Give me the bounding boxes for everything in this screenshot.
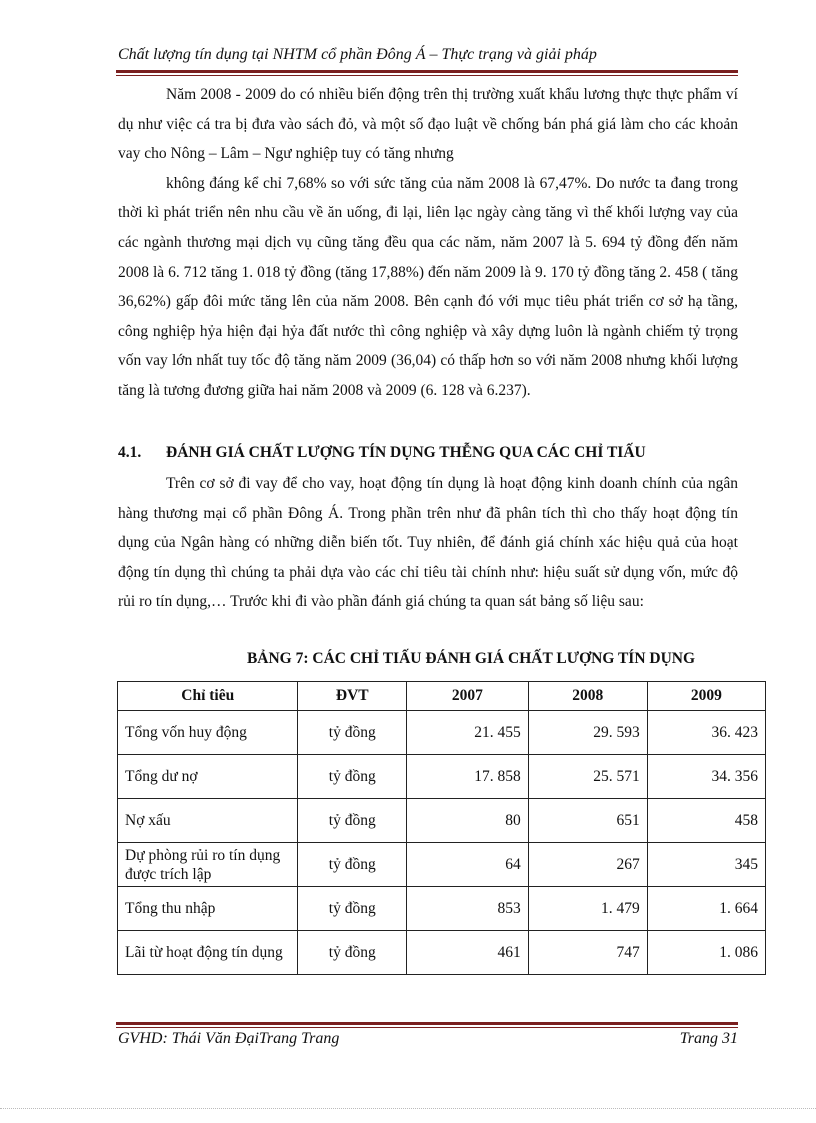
section-number: 4.1. bbox=[118, 444, 142, 461]
cell-2007: 17. 858 bbox=[407, 755, 529, 799]
cell-unit: tỷ đồng bbox=[298, 755, 407, 799]
header-unit: ĐVT bbox=[298, 682, 407, 711]
cell-indicator: Tổng vốn huy động bbox=[118, 711, 298, 755]
cell-2008: 747 bbox=[528, 931, 647, 975]
cell-indicator: Lãi từ hoạt động tín dụng bbox=[118, 931, 298, 975]
section-title: ĐÁNH GIÁ CHẤT LƯỢNG TÍN DỤNG THỄNG QUA CÁC CHỈ TIẤU bbox=[166, 444, 646, 461]
cell-unit: tỷ đồng bbox=[298, 843, 407, 887]
header-2009: 2009 bbox=[647, 682, 765, 711]
page-bottom-divider bbox=[0, 1108, 816, 1109]
footer-rule-thin bbox=[116, 1027, 738, 1028]
page-header-title: Chất lượng tín dụng tại NHTM cổ phần Đông Á – Thực trạng và giải pháp bbox=[118, 46, 597, 63]
paragraph-1: Năm 2008 - 2009 do có nhiều biến động trên thị trường xuất khẩu lương thực thực phẩm ví dụ như việc cá tra bị đưa vào sách đỏ, và một số đạo luật về chống bán phá giá làm cho các khoản vay cho Nông – Lâm – Ngư nghiệp tuy có tăng nhưng bbox=[118, 86, 738, 163]
header-indicator: Chỉ tiêu bbox=[118, 682, 298, 711]
cell-indicator: Tổng thu nhập bbox=[118, 887, 298, 931]
header-2008: 2008 bbox=[528, 682, 647, 711]
table-row bbox=[118, 755, 766, 799]
table-title: BẢNG 7: CÁC CHỈ TIẤU ĐÁNH GIÁ CHẤT LƯỢNG TÍN DỤNG bbox=[246, 650, 696, 667]
paragraph-3: Trên cơ sở đi vay để cho vay, hoạt động tín dụng là hoạt động kinh doanh chính của ngân hàng thương mại cổ phần Đông Á. Trong phần trên như đã phân tích thì cho thấy hoạt động tín dụng của Ngân hàng có những diễn biến tốt. Tuy nhiên, để đánh giá chính xác hiệu quả của hoạt động tín dụng thì chúng ta phải dựa vào các chỉ tiêu tài chính như: hiệu suất sử dụng vốn, mức độ rủi ro tín dụng,… Trước khi đi vào phần đánh giá chúng ta quan sát bảng số liệu sau: bbox=[118, 475, 738, 611]
cell-2009: 345 bbox=[647, 843, 765, 887]
table-row bbox=[118, 931, 766, 975]
cell-unit: tỷ đồng bbox=[298, 711, 407, 755]
cell-2007: 461 bbox=[407, 931, 529, 975]
paragraph-2: không đáng kể chỉ 7,68% so với sức tăng của năm 2008 là 67,47%. Do nước ta đang trong thời kì phát triển nên nhu cầu về ăn uống, đi lại, liên lạc ngày càng tăng vì thế khối lượng vay của các ngành thương mại dịch vụ cũng tăng đều qua các năm, năm 2007 là 5. 694 tỷ đồng đến năm 2008 là 6. 712 tăng 1. 018 tỷ đồng (tăng 17,88%) đến năm 2009 là 9. 170 tỷ đồng tăng 2. 458 ( tăng 36,62%) gấp đôi mức tăng lên của năm 2008. Bên cạnh đó với mục tiêu phát triển cơ sở hạ tầng, công nghiệp hỷa hiện đại hỷa đất nước thì công nghiệp và xây dựng luôn là ngành chiếm tỷ trọng vốn vay lớn nhất tuy tốc độ tăng năm 2009 (36,04) có thấp hơn so với năm 2008 nhưng khối lượng tăng là tương đương giữa hai năm 2008 và 2009 (6. 128 và 6.237). bbox=[118, 174, 738, 399]
table-row bbox=[118, 799, 766, 843]
cell-2008: 267 bbox=[528, 843, 647, 887]
table-row bbox=[118, 711, 766, 755]
header-rule-thin bbox=[116, 75, 738, 76]
cell-2008: 651 bbox=[528, 799, 647, 843]
table-row bbox=[118, 843, 766, 887]
cell-2008: 25. 571 bbox=[528, 755, 647, 799]
cell-2009: 36. 423 bbox=[647, 711, 765, 755]
header-rule bbox=[116, 70, 738, 73]
table-row bbox=[118, 887, 766, 931]
footer-page-number: Trang 31 bbox=[679, 1030, 738, 1047]
section-heading bbox=[118, 444, 646, 462]
cell-2007: 80 bbox=[407, 799, 529, 843]
cell-indicator: Nợ xấu bbox=[118, 799, 298, 843]
cell-2007: 21. 455 bbox=[407, 711, 529, 755]
cell-2008: 1. 479 bbox=[528, 887, 647, 931]
cell-2008: 29. 593 bbox=[528, 711, 647, 755]
table-header-row bbox=[118, 682, 766, 711]
cell-unit: tỷ đồng bbox=[298, 887, 407, 931]
cell-2007: 853 bbox=[407, 887, 529, 931]
cell-2009: 458 bbox=[647, 799, 765, 843]
cell-2009: 1. 086 bbox=[647, 931, 765, 975]
footer-rule bbox=[116, 1022, 738, 1025]
indicator-table bbox=[117, 681, 766, 975]
cell-2009: 34. 356 bbox=[647, 755, 765, 799]
cell-unit: tỷ đồng bbox=[298, 931, 407, 975]
body-text-bottom bbox=[118, 469, 738, 617]
header-2007: 2007 bbox=[407, 682, 529, 711]
cell-unit: tỷ đồng bbox=[298, 799, 407, 843]
cell-indicator: Tổng dư nợ bbox=[118, 755, 298, 799]
cell-2009: 1. 664 bbox=[647, 887, 765, 931]
cell-indicator: Dự phòng rủi ro tín dụng được trích lập bbox=[118, 843, 298, 887]
body-text-top bbox=[118, 80, 738, 406]
cell-2007: 64 bbox=[407, 843, 529, 887]
footer-supervisor: GVHD: Thái Văn ĐạiTrang Trang bbox=[118, 1030, 340, 1047]
